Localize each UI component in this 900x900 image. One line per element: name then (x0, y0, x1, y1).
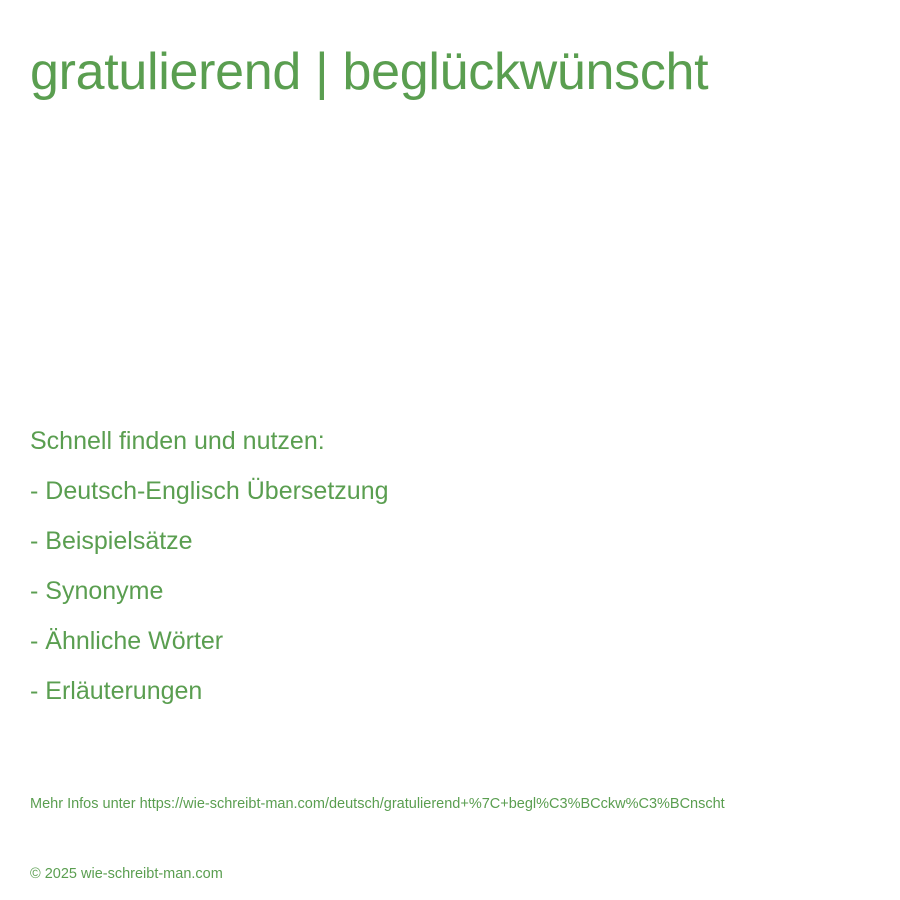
copyright-text: © 2025 wie-schreibt-man.com (30, 866, 223, 882)
feature-list (30, 420, 389, 720)
feature-item-translation: - Deutsch-Englisch Übersetzung (30, 477, 389, 505)
feature-list-heading: Schnell finden und nutzen: (30, 427, 325, 455)
feature-item-synonyms: - Synonyme (30, 577, 164, 605)
feature-item-explanations: - Erläuterungen (30, 677, 203, 705)
more-info-text: Mehr Infos unter https://wie-schreibt-man.com/deutsch/gratulierend+%7C+begl%C3%BCckw%C3%BCnscht (30, 796, 725, 812)
page-title: gratulierend | beglückwünscht (30, 43, 709, 101)
feature-item-example-sentences: - Beispielsätze (30, 527, 193, 555)
feature-item-similar-words: - Ähnliche Wörter (30, 627, 224, 655)
